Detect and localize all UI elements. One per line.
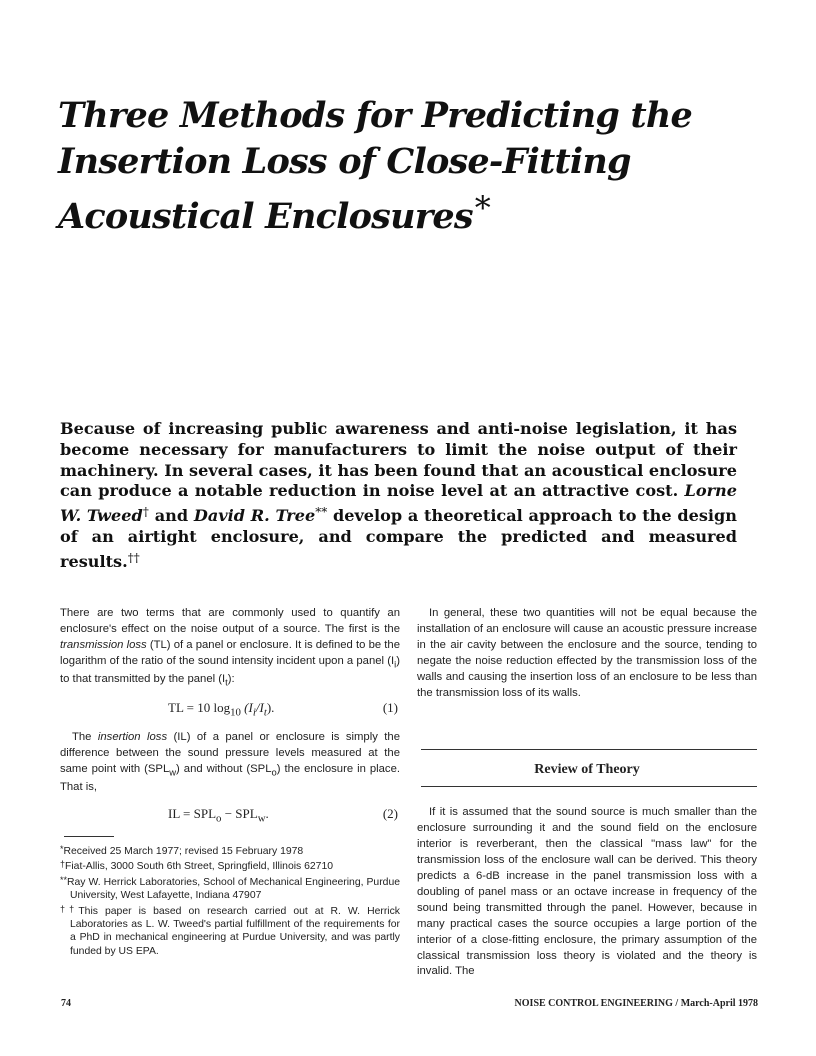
paragraph-general: In general, these two quantities will not be equal because the installation of an enclosure will cause an acoustic pressure increase in the air cavity between the enclosure and the source, tending to negate the noise reduction effected by the transmission loss of the walls and causing the insertion loss of an enclosure to be less than the transmission loss of its walls.	[417, 607, 757, 699]
footnote-herrick	[60, 874, 400, 903]
text: (IL) of a panel or enclosure is simply the difference between the sound pressure levels measured at the same point with (SPL	[60, 731, 400, 775]
footnote-divider	[64, 836, 114, 837]
footnote-fiat-allis	[60, 858, 400, 873]
text: The	[72, 731, 98, 744]
section-heading: Review of Theory	[534, 762, 640, 778]
footnote-mark: **	[60, 874, 68, 885]
footnote-text: Received 25 March 1977; revised 15 February 1978	[63, 845, 304, 857]
eq-text: .	[265, 805, 269, 821]
term-transmission-loss: transmission loss	[60, 638, 147, 651]
subscript: w	[169, 766, 177, 778]
text: ) and without (SPL	[176, 762, 272, 775]
eq-text: IL = SPL	[168, 805, 217, 821]
eq-subscript: 10	[230, 706, 241, 719]
term-insertion-loss: insertion loss	[97, 731, 168, 744]
paragraph-il-definition	[60, 730, 400, 796]
right-column	[417, 606, 757, 980]
eq-text: − SPL	[221, 805, 258, 821]
footnote-mark: †	[60, 859, 66, 870]
footnote-research	[60, 903, 400, 959]
equation-1	[60, 698, 400, 718]
abstract-and: and	[149, 506, 194, 526]
paragraph-review: If it is assumed that the sound source is much smaller than the enclosure surrounding it and the sound field on the enclosure interior is reverberant, then the classical "mass law" for the transmission loss of the enclosure wall can be derived. This theory predicts a 6-dB increase in the panel transmission loss with a doubling of panel mass or an octave increase in frequency of the sound being transmitted through the panel. However, because in many practical cases the source occupies a large portion of the interior of a close-fitting enclosure, the primary assumption of the classical transmission loss theory is violated and the theory is invalid. The	[417, 806, 757, 978]
footnote-received	[60, 843, 400, 858]
abstract	[60, 419, 737, 573]
author-1: Lorne W. Tweed	[60, 481, 737, 526]
footnote-mark: *	[60, 843, 64, 854]
abstract-text-end: develop a theoretical approach to the design of an airtight enclosure, and compare the predicted and measured results.	[60, 506, 737, 571]
journal-footer: NOISE CONTROL ENGINEERING / March-April 1978	[514, 998, 758, 1009]
title-line-3-text: Acoustical Enclosures	[58, 196, 473, 237]
section-rule-bottom	[421, 786, 757, 787]
footnote-text: Ray W. Herrick Laboratories, School of Mechanical Engineering, Purdue University, West Lafayette, Indiana 47907	[67, 876, 400, 902]
eq-subscript: i	[252, 706, 256, 719]
text: ):	[227, 672, 235, 685]
equation-2	[60, 804, 400, 824]
equation-1-expression	[168, 700, 274, 722]
section-rule-top	[421, 749, 757, 750]
text: There are two terms that are commonly used to quantify an enclosure's effect on the noise output of a source. The first is the	[60, 607, 400, 635]
text: (TL) of a panel or enclosure. It is defined to be the logarithm of the ratio of the sound intensity incident upon a panel (I	[60, 638, 401, 667]
author-1-mark: †	[142, 505, 149, 520]
subscript: i	[394, 657, 397, 669]
text: ) to that transmitted by the panel (I	[60, 654, 400, 685]
abstract-end-mark: ††	[127, 550, 140, 565]
footnote-text: Fiat-Allis, 3000 South 6th Street, Springfield, Illinois 62710	[65, 861, 334, 873]
eq-subscript: t	[263, 706, 267, 719]
title-line-3	[58, 185, 778, 240]
subscript: t	[225, 676, 228, 688]
eq-subscript: w	[257, 812, 266, 825]
author-2: David R. Tree	[193, 506, 316, 526]
page-number: 74	[61, 998, 71, 1009]
footnote-mark: ††	[60, 903, 79, 914]
equation-2-expression	[168, 806, 269, 828]
abstract-text-start: Because of increasing public awareness and anti-noise legislation, it has become necessary for manufacturers to limit the noise output of their machinery. In several cases, it has been found that an acoustical enclosure can produce a notable reduction in noise level at an attractive cost.	[60, 419, 737, 501]
left-column	[60, 606, 400, 958]
equation-2-number: (2)	[382, 805, 398, 821]
article-title	[58, 93, 778, 240]
eq-text: (I	[240, 700, 253, 716]
subscript: o	[271, 766, 277, 778]
eq-text: TL = 10 log	[168, 700, 231, 716]
equation-1-number: (1)	[382, 700, 398, 716]
title-line-1: Three Methods for Predicting the	[58, 95, 692, 136]
eq-text: /I	[255, 700, 264, 716]
title-line-2: Insertion Loss of Close-Fitting	[58, 141, 631, 182]
footnote-text: This paper is based on research carried out at R. W. Herrick Laboratories as L. W. Tweed's partial fulfillment of the requirements for a PhD in mechanical engineering at Purdue University, and was partly funded by US EPA.	[70, 905, 400, 957]
eq-subscript: o	[216, 812, 222, 825]
author-2-mark: **	[315, 505, 328, 520]
eq-text: ).	[266, 700, 275, 716]
text: ) the enclosure in place. That is,	[60, 762, 400, 793]
title-asterisk: *	[474, 189, 490, 227]
paragraph-tl-definition	[60, 606, 400, 690]
